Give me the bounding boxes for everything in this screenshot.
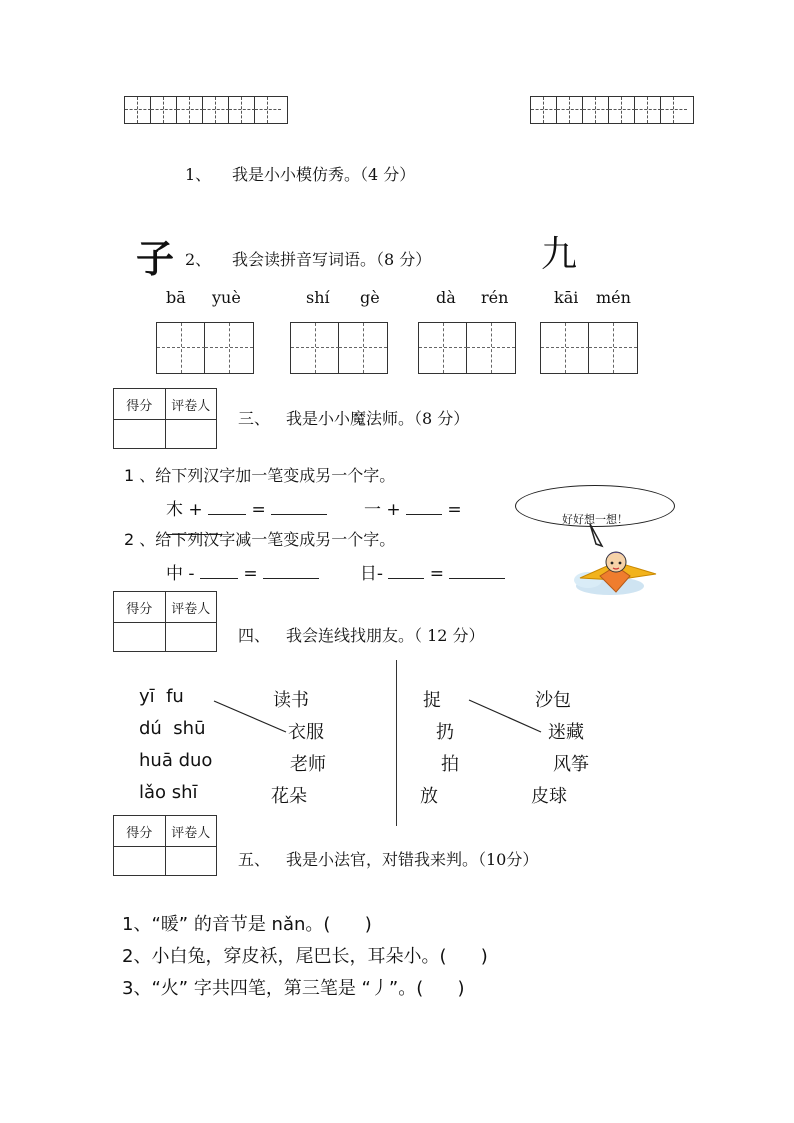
score-label: 得分 [114,592,166,623]
section5-title: 我是小法官，对错我来判。（10分） [286,850,539,869]
pinyin-2b: gè [360,288,380,307]
pinyin-item-3: huā duo [139,750,213,771]
pinyin-item-2: dú shū [139,718,206,739]
pinyin-3b: rén [481,288,509,307]
score-table-5 [113,815,217,876]
word-item-1: 读书 [273,690,309,711]
judge-item-1: 1、“暖” 的音节是 nǎn。( ) [122,914,372,935]
noun-item-3: 风筝 [553,754,589,775]
bubble-text: 好好想一想！ [562,513,628,526]
q1-item-b: 一 + [363,500,401,520]
verb-item-2: 扔 [436,722,454,743]
section4-number: 四、 [238,626,271,645]
q2-item-a: 中 - [166,564,195,584]
verb-item-3: 拍 [441,754,459,775]
pinyin-2a: shí [306,288,330,307]
pinyin-3a: dà [436,288,456,307]
grader-label: 评卷人 [165,816,217,847]
word-item-3: 老师 [290,754,326,775]
noun-item-2: 迷藏 [548,722,584,743]
judge-item-2: 2、小白兔，穿皮袄，尾巴长，耳朵小。( ) [122,946,488,967]
sample-char-right: 九 [541,234,578,275]
word-item-4: 花朵 [271,786,307,807]
section3-q1: 1 、给下列汉字加一笔变成另一个字。 [124,466,396,485]
pinyin-1a: bā [166,288,186,307]
section3-title: 我是小小魔法师。（8 分） [286,409,470,428]
q1-eq-a: = [251,500,266,520]
verb-item-4: 放 [420,786,438,807]
pinyin-1b: yuè [212,288,241,307]
score-label: 得分 [114,389,166,420]
pinyin-4b: mén [596,288,631,307]
grader-label: 评卷人 [165,389,217,420]
word-item-2: 衣服 [288,722,324,743]
section1-title: 我是小小模仿秀。（4 分） [232,165,416,184]
q2-item-b: 日- [359,564,383,584]
noun-item-1: 沙包 [535,690,571,711]
q1-item-a: 木 + [166,500,203,520]
score-label: 得分 [114,816,166,847]
q1-eq-b: = [447,500,462,520]
q2-eq-a: = [243,564,258,584]
section2-number: 2、 [185,250,212,269]
grader-label: 评卷人 [165,592,217,623]
section1-number: 1、 [185,165,212,184]
score-cell[interactable] [114,847,166,876]
section4-title: 我会连线找朋友。（ 12 分） [286,626,485,645]
section2-title: 我会读拼音写词语。（8 分） [232,250,432,269]
sample-char-left: 子 [136,237,175,281]
section5-number: 五、 [238,850,271,869]
verb-item-1: 捉 [423,690,441,711]
pinyin-item-4: lǎo shī [139,782,198,803]
judge-item-3: 3、“火” 字共四笔，第三笔是 “丿”。( ) [122,978,465,999]
pinyin-4a: kāi [554,288,579,307]
section3-number: 三、 [238,409,271,428]
section3-q2: 2 、给下列汉字减一笔变成另一个字。 [124,530,396,549]
q2-eq-b: = [429,564,445,584]
grader-cell[interactable] [165,847,217,876]
noun-item-4: 皮球 [531,786,567,807]
pinyin-item-1: yī fu [139,686,184,707]
